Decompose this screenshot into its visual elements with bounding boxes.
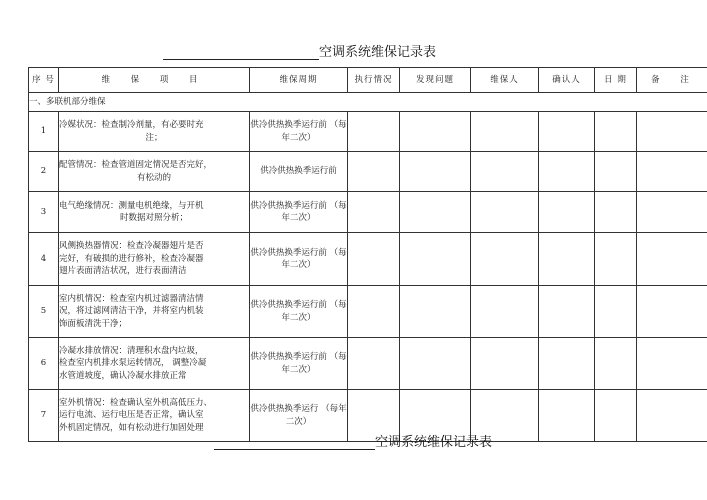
maintenance-item	[59, 338, 250, 390]
item-line: 完好，有破损的进行修补，检查冷凝器	[59, 253, 204, 264]
confirmer-cell[interactable]	[539, 286, 595, 338]
issues-cell[interactable]	[400, 112, 471, 152]
header-seq: 序 号	[29, 68, 59, 93]
item-line: 饰面板清洗干净；	[59, 318, 128, 329]
title-blank-line	[214, 449, 375, 450]
maintenance-item	[59, 152, 250, 192]
period-line: 供冷供热换季运行前	[250, 300, 327, 310]
confirmer-cell[interactable]	[539, 233, 595, 286]
maintenance-item	[59, 112, 250, 152]
header-execution: 执行情况	[348, 68, 400, 93]
remarks-cell[interactable]	[637, 112, 707, 152]
period-line: （每年二次）	[281, 300, 347, 323]
maintainer-cell[interactable]	[471, 233, 539, 286]
table-row	[29, 192, 707, 233]
row-number: 4	[29, 233, 59, 286]
row-number: 7	[29, 390, 59, 442]
header-maintainer: 维保人	[471, 68, 539, 93]
maintainer-cell[interactable]	[471, 338, 539, 390]
period-line: （每年二次）	[285, 404, 347, 427]
item-line: 时数据对照分析；	[119, 213, 188, 223]
item-line: 冷媒状况：检查制冷剂量，有必要时充	[59, 120, 204, 130]
execution-cell[interactable]	[348, 152, 400, 192]
table-row	[29, 152, 707, 192]
period-line: （每年二次）	[281, 247, 347, 270]
footer-title-row	[0, 428, 707, 450]
header-date: 日 期	[595, 68, 637, 93]
row-number: 6	[29, 338, 59, 390]
row-number: 5	[29, 286, 59, 338]
section-title: 一、多联机部分维保	[29, 93, 707, 112]
maintenance-log-table	[28, 67, 707, 442]
item-line: 水管道坡度，确认冷凝水排放正常	[59, 370, 187, 381]
row-number: 2	[29, 152, 59, 192]
maintainer-cell[interactable]	[471, 112, 539, 152]
item-line: 室内机情况：检查室内机过滤器清洁情	[59, 293, 204, 304]
item-line: 检查室内机排水泵运转情况， 调整冷凝	[59, 358, 207, 369]
period-line: 供冷供热换季运行前	[260, 166, 337, 177]
header-issues: 发现问题	[400, 68, 471, 93]
maintenance-period	[250, 112, 348, 152]
item-line: 运行电流、运行电压是否正常，确认室	[59, 410, 204, 421]
document-title-row	[0, 38, 707, 60]
issues-cell[interactable]	[400, 338, 471, 390]
item-line: 况，将过滤网清洁干净，并将室内机装	[59, 306, 204, 317]
issues-cell[interactable]	[400, 192, 471, 233]
maintainer-cell[interactable]	[471, 152, 539, 192]
header-period: 维保周期	[250, 68, 348, 93]
remarks-cell[interactable]	[637, 286, 707, 338]
header-remarks: 备 注	[637, 68, 707, 93]
period-line: 供冷供热换季运行前	[250, 352, 327, 362]
item-line: 有松动的	[136, 172, 171, 183]
maintenance-item	[59, 286, 250, 338]
remarks-cell[interactable]	[637, 192, 707, 233]
period-line: （每年二次）	[281, 352, 347, 375]
maintenance-period	[250, 338, 348, 390]
period-line: （每年二次）	[281, 120, 347, 143]
footer-title: 空调系统维保记录表	[375, 435, 493, 450]
section-row	[29, 93, 707, 112]
maintenance-period	[250, 233, 348, 286]
table-header-row	[29, 68, 707, 93]
period-line: 供冷供热换季运行前	[250, 247, 327, 258]
confirmer-cell[interactable]	[539, 112, 595, 152]
execution-cell[interactable]	[348, 192, 400, 233]
remarks-cell[interactable]	[637, 233, 707, 286]
item-line: 翅片表面清洁状况，进行表面清洁	[59, 266, 187, 277]
maintenance-item	[59, 233, 250, 286]
item-line: 外机固定情况，如有松动进行加固处理	[59, 422, 204, 433]
remarks-cell[interactable]	[637, 152, 707, 192]
table-row	[29, 286, 707, 338]
item-line: 配管情况：检查管道固定情况是否完好，	[59, 160, 213, 170]
table-row	[29, 112, 707, 152]
maintenance-period	[250, 286, 348, 338]
header-confirmer: 确认人	[539, 68, 595, 93]
issues-cell[interactable]	[400, 233, 471, 286]
date-cell[interactable]	[595, 152, 637, 192]
issues-cell[interactable]	[400, 152, 471, 192]
execution-cell[interactable]	[348, 112, 400, 152]
item-line: 电气绝缘情况：测量电机绝缘，与开机	[59, 200, 204, 211]
period-line: 供冷供热换季运行前	[250, 120, 327, 130]
confirmer-cell[interactable]	[539, 152, 595, 192]
table-row	[29, 233, 707, 286]
row-number: 1	[29, 112, 59, 152]
date-cell[interactable]	[595, 286, 637, 338]
period-line: 供冷供热换季运行	[250, 404, 319, 414]
item-line: 注；	[145, 132, 163, 143]
issues-cell[interactable]	[400, 286, 471, 338]
maintenance-item	[59, 192, 250, 233]
item-line: 室外机情况：检查确认室外机高低压力、	[59, 397, 213, 408]
table-row	[29, 338, 707, 390]
period-line: （每年二次）	[281, 200, 347, 223]
header-item: 维 保 项 目	[59, 68, 250, 93]
maintainer-cell[interactable]	[471, 286, 539, 338]
execution-cell[interactable]	[348, 233, 400, 286]
execution-cell[interactable]	[348, 338, 400, 390]
document-title: 空调系统维保记录表	[319, 45, 437, 60]
date-cell[interactable]	[595, 112, 637, 152]
confirmer-cell[interactable]	[539, 338, 595, 390]
remarks-cell[interactable]	[637, 338, 707, 390]
title-blank-line	[163, 59, 319, 60]
date-cell[interactable]	[595, 233, 637, 286]
confirmer-cell[interactable]	[539, 192, 595, 233]
date-cell[interactable]	[595, 192, 637, 233]
item-line: 风侧换热器情况：检查冷凝器翅片是否	[59, 241, 204, 252]
period-line: 供冷供热换季运行前	[250, 200, 327, 211]
execution-cell[interactable]	[348, 286, 400, 338]
date-cell[interactable]	[595, 338, 637, 390]
item-line: 冷凝水排放情况：清理积水盘内垃圾，	[59, 345, 204, 356]
row-number: 3	[29, 192, 59, 233]
maintenance-period	[250, 192, 348, 233]
maintenance-period	[250, 152, 348, 192]
maintainer-cell[interactable]	[471, 192, 539, 233]
